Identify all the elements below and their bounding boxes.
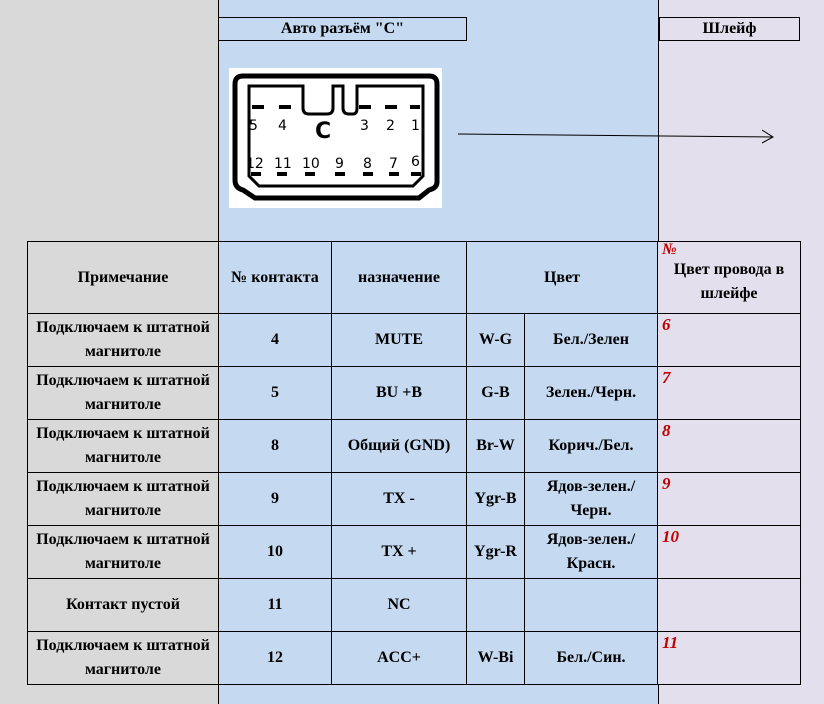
row-loom-number: 6 — [662, 315, 671, 334]
row-loom — [658, 314, 801, 367]
table-row — [28, 420, 801, 473]
row-loom — [658, 579, 801, 632]
header-color: Цвет — [467, 242, 658, 314]
header-loom-color: Цвет провода в шлейфе — [673, 261, 785, 302]
row-color-name: Бел./Зелен — [525, 314, 658, 367]
pin-label-4: 4 — [278, 118, 287, 134]
pin-label-11: 11 — [274, 156, 292, 172]
pin-label-12: 12 — [246, 156, 264, 172]
connector-letter: C — [315, 119, 332, 144]
pin-label-1: 1 — [411, 118, 420, 134]
row-loom-number: 10 — [662, 527, 680, 546]
row-color-name: Ядов-зелен./ Черн. — [525, 473, 658, 526]
pin-label-9: 9 — [335, 156, 344, 172]
row-pin: 11 — [219, 579, 332, 632]
row-purpose: TX - — [332, 473, 467, 526]
row-note: Подключаем к штатной магнитоле — [28, 473, 219, 526]
row-loom-number: 9 — [662, 474, 671, 493]
row-loom — [658, 632, 801, 685]
table-row — [28, 579, 801, 632]
row-purpose: BU +B — [332, 367, 467, 420]
row-loom — [658, 420, 801, 473]
row-note: Подключаем к штатной магнитоле — [28, 420, 219, 473]
header-purpose: назначение — [332, 242, 467, 314]
row-purpose: NC — [332, 579, 467, 632]
row-pin: 10 — [219, 526, 332, 579]
row-pin: 5 — [219, 367, 332, 420]
arrow-icon — [458, 128, 778, 144]
connector-housing — [235, 76, 437, 198]
header-loom — [658, 242, 801, 314]
pin-label-3: 3 — [360, 118, 369, 134]
row-pin: 8 — [219, 420, 332, 473]
table-header-row — [28, 242, 801, 314]
row-loom — [658, 473, 801, 526]
row-color-code: Ygr-R — [467, 526, 525, 579]
row-purpose: MUTE — [332, 314, 467, 367]
row-color-name: Бел./Син. — [525, 632, 658, 685]
row-color-name: Ядов-зелен./ Красн. — [525, 526, 658, 579]
row-loom — [658, 367, 801, 420]
row-pin: 4 — [219, 314, 332, 367]
pin-label-2: 2 — [386, 118, 395, 134]
pin-label-6: 6 — [411, 154, 420, 170]
row-loom-number: 11 — [662, 633, 679, 652]
pinout-table — [27, 241, 801, 685]
header-note: Примечание — [28, 242, 219, 314]
row-pin: 12 — [219, 632, 332, 685]
row-color-name — [525, 579, 658, 632]
row-color-code: W-Bi — [467, 632, 525, 685]
row-color-code: G-B — [467, 367, 525, 420]
row-note: Подключаем к штатной магнитоле — [28, 367, 219, 420]
row-loom-number: 8 — [662, 421, 671, 440]
pin-label-8: 8 — [363, 156, 372, 172]
row-color-code: Br-W — [467, 420, 525, 473]
row-color-code: W-G — [467, 314, 525, 367]
pin-label-5: 5 — [249, 118, 258, 134]
row-purpose: Общий (GND) — [332, 420, 467, 473]
row-pin: 9 — [219, 473, 332, 526]
row-note: Подключаем к штатной магнитоле — [28, 632, 219, 685]
row-color-name: Зелен./Черн. — [525, 367, 658, 420]
table-row — [28, 473, 801, 526]
row-note: Подключаем к штатной магнитоле — [28, 314, 219, 367]
connector-drawing — [229, 68, 442, 208]
row-color-name: Корич./Бел. — [525, 420, 658, 473]
row-note: Контакт пустой — [28, 579, 219, 632]
pin-label-10: 10 — [302, 156, 320, 172]
table-row — [28, 367, 801, 420]
row-color-code — [467, 579, 525, 632]
table-row — [28, 632, 801, 685]
table-row — [28, 526, 801, 579]
row-purpose: TX + — [332, 526, 467, 579]
row-note: Подключаем к штатной магнитоле — [28, 526, 219, 579]
header-loom-number: № — [662, 241, 677, 258]
connector-diagram — [229, 68, 442, 208]
pin-label-7: 7 — [389, 156, 398, 172]
row-loom — [658, 526, 801, 579]
row-color-code: Ygr-B — [467, 473, 525, 526]
loom-title: Шлейф — [659, 17, 800, 41]
header-pin: № контакта — [219, 242, 332, 314]
row-purpose: ACC+ — [332, 632, 467, 685]
row-loom-number: 7 — [662, 368, 671, 387]
table-row — [28, 314, 801, 367]
connector-title: Авто разъём "С" — [218, 17, 467, 41]
